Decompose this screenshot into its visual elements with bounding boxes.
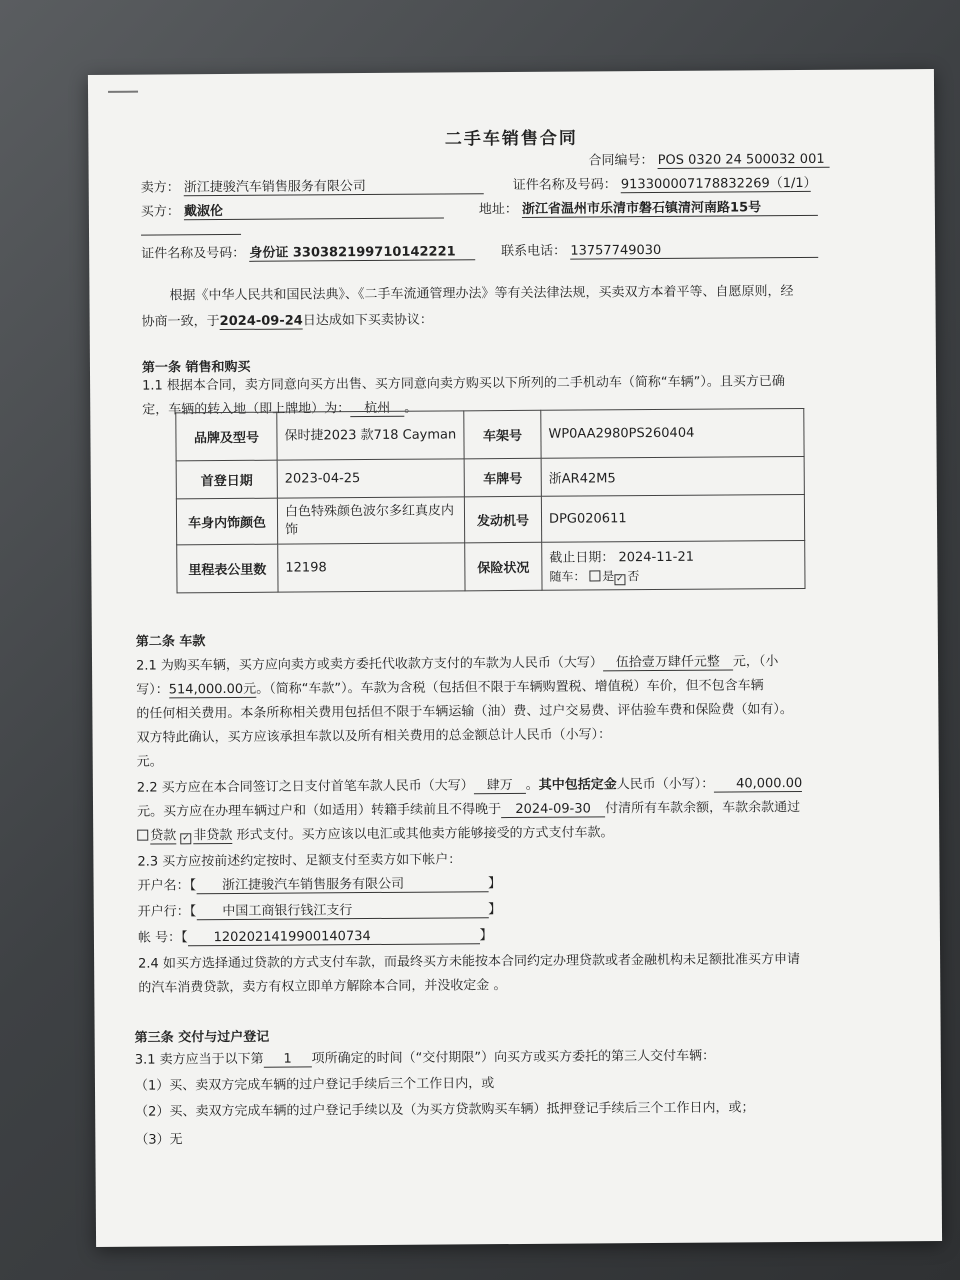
price-chinese: 伍拾壹万肆仟元整: [603, 650, 733, 671]
account-name-label: 开户名：: [137, 878, 190, 894]
price-numeric: 514,000.00元: [169, 678, 257, 699]
section-3-title: 第三条 交付与过户登记: [134, 1029, 270, 1046]
brand-label: 品牌及型号: [176, 412, 277, 461]
pen-mark: [108, 91, 138, 93]
section-2-1-line-1: [136, 650, 778, 674]
destination-city: 杭州: [350, 397, 404, 417]
reg-date-value: 2023-04-25: [277, 459, 464, 498]
intro-text-b: 日达成如下买卖协议：: [302, 312, 433, 329]
engine-value: DPG020611: [541, 494, 804, 542]
contract-number: POS 0320 24 500032 001: [658, 152, 830, 169]
s2-2-text-d: 元。买方应在办理车辆过户和（如适用）转籍手续前且不得晚于: [137, 802, 502, 820]
table-row: [176, 494, 804, 544]
buyer-label: 买方：: [140, 204, 180, 220]
address-row: [479, 196, 818, 218]
insurance-value: [542, 540, 805, 590]
address: 浙江省温州市乐清市磐石镇清河南路15号: [522, 196, 818, 218]
yes-label: 是: [602, 569, 615, 584]
vin-label: 车架号: [464, 410, 541, 459]
phone: 13757749030: [570, 242, 818, 260]
s2-1-text-d: 。（简称“车款”）。车款为含税（包括但不限于车辆购置税、增值税）车价，但不包含车辆: [256, 678, 764, 697]
bank-label: 开户行：: [137, 904, 190, 920]
section-2-2-line-1: [137, 772, 802, 797]
address-label: 地址：: [478, 201, 518, 218]
section-3-1-line: [135, 1045, 715, 1069]
s2-2-text-b: 。: [525, 777, 539, 793]
brand-value: 保时捷2023 款718 Cayman: [277, 411, 464, 460]
balance-due-date: 2024-09-30: [501, 801, 605, 818]
section-2-4-line-2: 的汽车消费贷款，卖方有权立即单方解除本合同，并没收定金 。: [138, 978, 507, 996]
section-2-1-line-4: 双方特此确认，买方应该承担车款以及所有相关费用的总金额总计人民币（小写）：: [136, 727, 612, 746]
intro-line-2: [142, 309, 433, 331]
insurance-deadline: 2024-11-21: [618, 549, 695, 566]
destination-end: 。: [404, 400, 418, 416]
s2-2-text-c: 人民币（小写）：: [616, 776, 715, 793]
loan-option: 贷款: [150, 824, 176, 844]
no-label: 否: [627, 569, 640, 584]
seller-cert-row: [512, 172, 817, 194]
with-car-label: 随车：: [549, 569, 586, 584]
s2-2-text-f: 形式支付。买方应该以电汇或其他卖方能够接受的方式支付车款。: [236, 825, 614, 843]
color-value: 白色特殊颜色波尔多红真皮内饰: [277, 497, 464, 544]
intro-line-1: 根据《中华人民共和国民法典》、《二手车流通管理办法》等有关法律法规，买卖双方本着平等、自愿原则，经: [169, 284, 794, 304]
insurance-label: 保险状况: [465, 542, 542, 591]
account-number: 1202021419900140734: [188, 928, 480, 946]
destination-label: 定，车辆的转入地（即上牌地）为：: [142, 401, 351, 418]
table-row: [176, 456, 804, 498]
section-2-1-line-3: 的任何相关费用。本条所称相关费用包括但不限于车辆运输（油）费、过户交易费、评估验车费和保险费（如有）。: [136, 702, 793, 722]
section-2-1-line-2: [136, 674, 764, 698]
plate-label: 车牌号: [464, 458, 541, 497]
vin-value: WP0AA2980PS260404: [541, 408, 804, 458]
s2-1-text-a: 2.1 为购买车辆，买方应向卖方或卖方委托代收款方支付的车款为人民币（大写）: [135, 655, 603, 674]
intro-text-a: 协商一致，于: [141, 314, 220, 330]
delivery-item: 1: [264, 1051, 312, 1067]
contract-number-row: [588, 148, 829, 170]
seller-row: [141, 174, 484, 196]
section-2-4-line-1: 2.4 如买方选择通过贷款的方式支付车款，而最终买方未能按本合同约定办理贷款或者金融机构未足额批准买方申请: [138, 952, 800, 972]
section-3-item-1: （1）买、卖双方完成车辆的过户登记手续后三个工作日内，或: [134, 1076, 495, 1094]
seller-label: 卖方：: [140, 180, 180, 196]
down-payment-chinese: 肆万: [474, 774, 526, 794]
mileage-label: 里程表公里数: [177, 544, 278, 593]
vehicle-table: [175, 408, 805, 593]
s2-2-text-e: 付清所有车款余额，车款余款通过: [605, 800, 801, 817]
s3-1-text-b: 项所确定的时间（“交付期限”）向买方或买方委托的第三人交付车辆：: [311, 1048, 716, 1067]
section-2-3-line: 2.3 买方应按前述约定按时、足额支付至卖方如下帐户：: [137, 852, 462, 870]
seller-name: 浙江捷骏汽车销售服务有限公司: [184, 174, 484, 196]
mileage-value: 12198: [278, 543, 465, 592]
section-2-title: 第二条 车款: [135, 634, 206, 650]
phone-row: [501, 238, 818, 260]
agreement-date: 2024-09-24: [219, 313, 303, 330]
checked-box-icon: ✓: [182, 833, 190, 844]
color-label: 车身内饰颜色: [176, 498, 277, 545]
buyer-cert-row: [141, 240, 475, 262]
table-row: [177, 540, 805, 592]
buyer-cert: 身份证 330382199710142221: [249, 240, 475, 262]
buyer-cert-label: 证件名称及号码：: [141, 245, 246, 262]
seller-cert: 913300007178832269（1/1）: [621, 172, 811, 193]
s2-2-text-a: 2.2 买方应在本合同签订之日支付首笔车款人民币（大写）: [136, 778, 474, 796]
account-number-label: 帐 号：: [137, 930, 182, 946]
account-name-row: 开户名：【 浙江捷骏汽车销售服务有限公司 】: [138, 872, 502, 895]
bank-name: 中国工商银行钱江支行: [196, 898, 488, 920]
engine-label: 发动机号: [464, 496, 541, 543]
checked-box-icon: ✓: [615, 574, 624, 585]
non-loan-option: 非贷款: [193, 824, 232, 844]
s2-2-text-bold: 其中包括定金: [538, 777, 617, 793]
section-2-2-line-2: [137, 796, 800, 821]
insurance-deadline-label: 截止日期：: [549, 550, 615, 566]
phone-label: 联系电话：: [501, 243, 567, 260]
contract-number-label: 合同编号：: [588, 153, 654, 169]
table-row: [176, 408, 804, 460]
s3-1-text-a: 3.1 卖方应当于以下第: [134, 1051, 264, 1068]
account-number-row: 帐 号：【 1202021419900140734 】: [137, 928, 493, 946]
checkbox-icon: [137, 830, 148, 841]
section-1-title: 第一条 销售和购买: [141, 359, 251, 376]
section-2-2-line-3: [137, 821, 613, 844]
buyer-name: 戴淑伦: [184, 198, 444, 220]
s2-1-text-c: 写）：: [136, 682, 169, 698]
contract-title: 二手车销售合同: [444, 128, 578, 150]
section-3-item-2: （2）买、卖双方完成车辆的过户登记手续以及（为买方贷款购买车辆）抵押登记手续后三个工作日内，或；: [135, 1100, 755, 1120]
reg-date-label: 首登日期: [176, 460, 277, 499]
section-3-item-3: （3）无: [135, 1132, 183, 1148]
section-1-1-line-1: 1.1 根据本合同，卖方同意向买方出售、买方同意向卖方购买以下所列的二手机动车（简称“车辆”）。且买方已确: [142, 374, 785, 394]
deposit-numeric: 40,000.00: [714, 776, 802, 793]
checkbox-icon: [589, 570, 600, 581]
blank-underline: [141, 234, 241, 236]
seller-cert-label: 证件名称及号码：: [512, 177, 617, 194]
plate-value: 浙AR42M5: [541, 456, 804, 496]
account-name: 浙江捷骏汽车销售服务有限公司: [196, 872, 488, 894]
contract-paper: [88, 69, 942, 1247]
buyer-row: [141, 198, 444, 220]
bank-row: 开户行：【 中国工商银行钱江支行 】: [138, 898, 502, 921]
s2-1-text-b: 元，（小: [732, 654, 779, 670]
section-2-1-line-5: 元。: [136, 754, 163, 770]
